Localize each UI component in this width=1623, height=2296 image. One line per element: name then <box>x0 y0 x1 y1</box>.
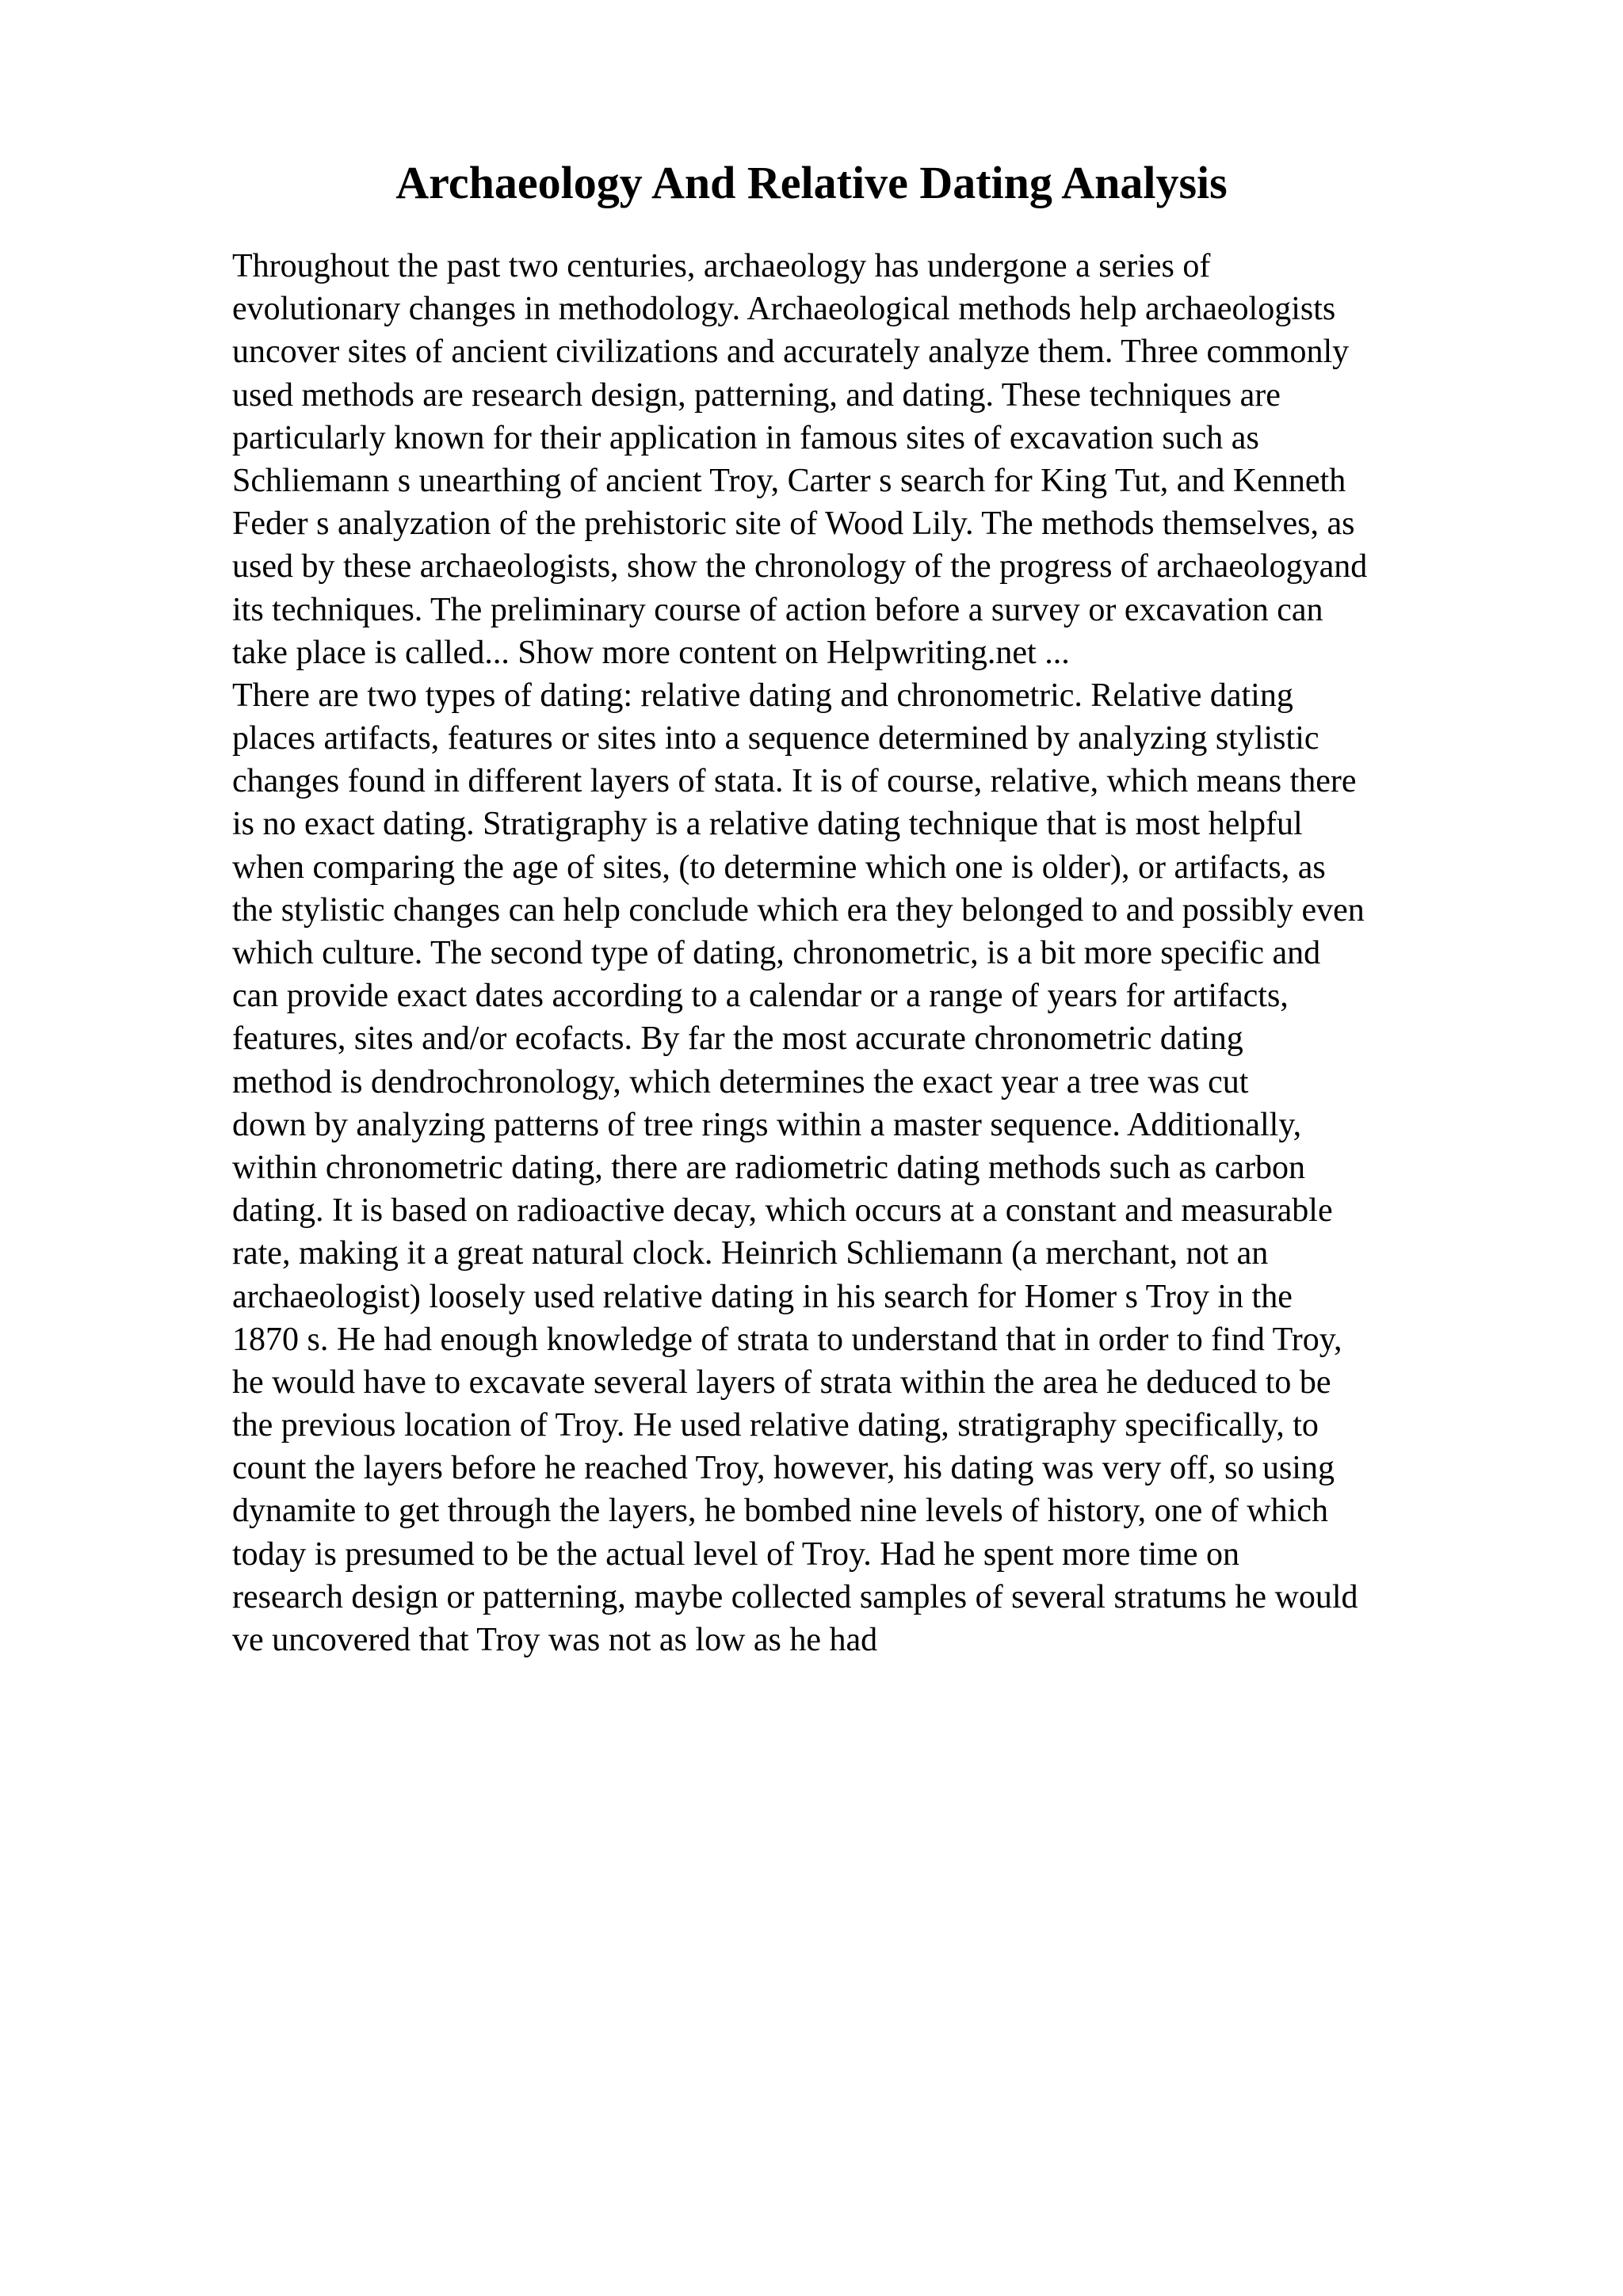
text-line: down by analyzing patterns of tree rings within a master sequence. Additionally, <box>232 1106 1302 1143</box>
text-line: which culture. The second type of dating, chronometric, is a bit more specific and <box>232 935 1321 971</box>
text-line: Feder s analyzation of the prehistoric site of Wood Lily. The methods themselves, as <box>232 505 1355 543</box>
text-line: dating. It is based on radioactive decay, which occurs at a constant and measurable <box>232 1192 1333 1230</box>
text-line: today is presumed to be the actual level of Troy. Had he spent more time on <box>232 1535 1239 1573</box>
text-line: features, sites and/or ecofacts. By far the most accurate chronometric dating <box>232 1020 1243 1058</box>
text-line: the stylistic changes can help conclude which era they belonged to and possibly even <box>232 891 1365 929</box>
text-line: Throughout the past two centuries, archaeology has undergone a series of <box>232 248 1211 284</box>
text-line: ve uncovered that Troy was not as low as he had <box>232 1622 878 1658</box>
text-line: is no exact dating. Stratigraphy is a relative dating technique that is most helpful <box>232 806 1303 843</box>
document-title: Archaeology And Relative Dating Analysis <box>395 157 1228 208</box>
text-line: uncover sites of ancient civilizations and accurately analyze them. Three commonly <box>232 334 1350 371</box>
text-line: archaeologist) loosely used relative dating in his search for Homer s Troy in the <box>232 1278 1293 1315</box>
text-line: count the layers before he reached Troy, however, his dating was very off, so using <box>232 1450 1335 1487</box>
text-line: dynamite to get through the layers, he bombed nine levels of history, one of which <box>232 1493 1328 1530</box>
text-line: used methods are research design, patterning, and dating. These techniques are <box>232 376 1281 414</box>
text-line: can provide exact dates according to a calendar or a range of years for artifacts, <box>232 978 1289 1015</box>
text-line: its techniques. The preliminary course of action before a survey or excavation can <box>232 591 1323 628</box>
text-line: used by these archaeologists, show the chronology of the progress of archaeologyand <box>232 548 1368 585</box>
document-body <box>232 245 1595 1661</box>
text-line: research design or patterning, maybe collected samples of several stratums he would <box>232 1578 1358 1615</box>
text-line: he would have to excavate several layers of strata within the area he deduced to be <box>232 1363 1331 1401</box>
text-line: rate, making it a great natural clock. Heinrich Schliemann (a merchant, not an <box>232 1235 1269 1272</box>
text-line: Schliemann s unearthing of ancient Troy, Carter s search for King Tut, and Kenneth <box>232 462 1346 499</box>
text-line: take place is called... Show more content on Helpwriting.net ... <box>232 634 1070 671</box>
text-line: method is dendrochronology, which determines the exact year a tree was cut <box>232 1063 1249 1100</box>
text-line: places artifacts, features or sites into a sequence determined by analyzing stylistic <box>232 720 1319 757</box>
text-line: evolutionary changes in methodology. Archaeological methods help archaeologists <box>232 291 1336 328</box>
text-line: There are two types of dating: relative dating and chronometric. Relative dating <box>232 677 1293 714</box>
text-line: when comparing the age of sites, (to determine which one is older), or artifacts, as <box>232 849 1326 886</box>
text-line: the previous location of Troy. He used relative dating, stratigraphy specifically, to <box>232 1407 1319 1444</box>
text-line: changes found in different layers of stata. It is of course, relative, which means there <box>232 763 1357 800</box>
text-line: particularly known for their application in famous sites of excavation such as <box>232 419 1259 456</box>
text-line: 1870 s. He had enough knowledge of strata to understand that in order to find Troy, <box>232 1321 1342 1358</box>
text-line: within chronometric dating, there are radiometric dating methods such as carbon <box>232 1149 1306 1186</box>
